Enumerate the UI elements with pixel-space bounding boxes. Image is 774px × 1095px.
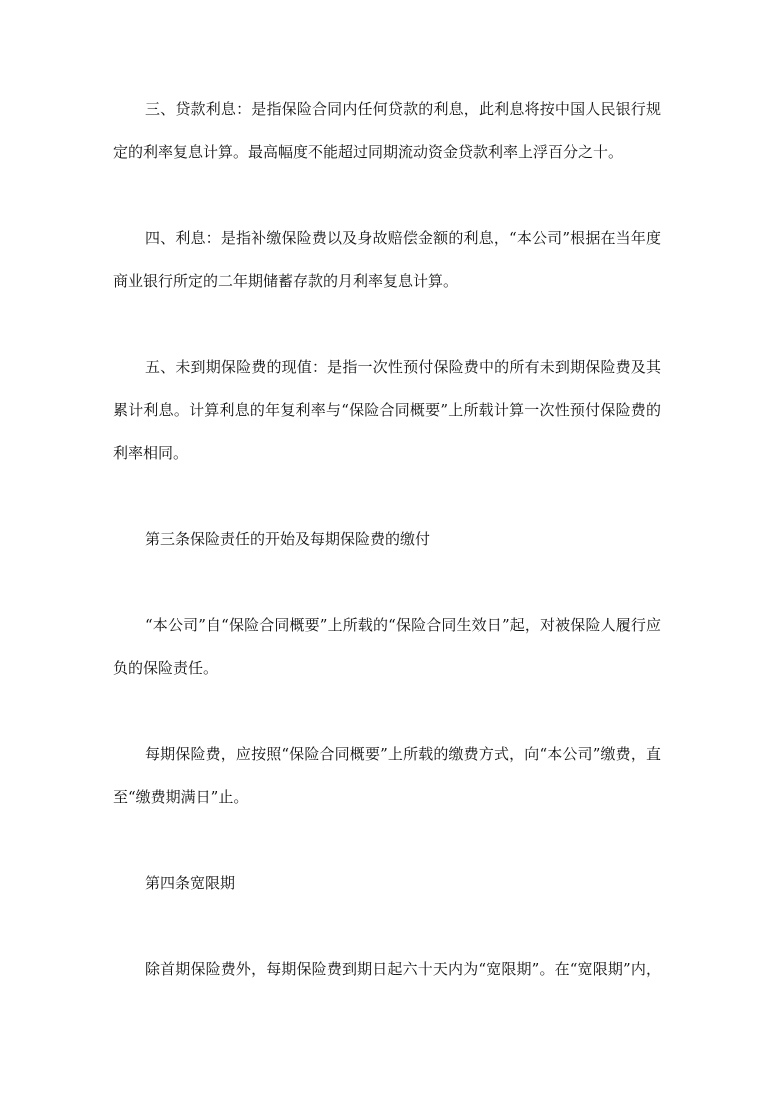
paragraph-loan-interest: [113, 88, 661, 174]
paragraph-interest: [113, 217, 661, 303]
text-line: 负的保险责任。: [113, 659, 219, 677]
text-line: 四、利息：是指补缴保险费以及身故赔偿金额的利息，“本公司”根据在当年度: [145, 229, 661, 247]
text-line: 除首期保险费外，每期保险费到期日起六十天内为“宽限期”。在“宽限期”内，: [145, 960, 661, 978]
paragraph-premium-payment: [113, 733, 661, 819]
text-line: 至“缴费期满日”止。: [113, 788, 249, 806]
text-line: 商业银行所定的二年期储蓄存款的月利率复息计算。: [113, 272, 459, 290]
heading-line: 第四条宽限期: [145, 874, 236, 892]
text-line: 三、贷款利息：是指保险合同内任何贷款的利息，此利息将按中国人民银行规: [145, 100, 661, 118]
document-body: [113, 88, 661, 991]
paragraph-coverage-start: [113, 604, 661, 690]
paragraph-grace-period: [113, 948, 661, 991]
heading-line: 第三条保险责任的开始及每期保险费的缴付: [145, 530, 431, 548]
text-line: 利率相同。: [113, 444, 189, 462]
section-heading-article-4: [113, 862, 661, 905]
text-line: 累计利息。计算利息的年复利率与“保险合同概要”上所载计算一次性预付保险费的: [113, 401, 661, 419]
text-line: “本公司”自“保险合同概要”上所载的“保险合同生效日”起，对被保险人履行应: [145, 616, 661, 634]
paragraph-unexpired-premium-value: [113, 346, 661, 475]
text-line: 定的利率复息计算。最高幅度不能超过同期流动资金贷款利率上浮百分之十。: [113, 143, 624, 161]
section-heading-article-3: [113, 518, 661, 561]
text-line: 每期保险费，应按照“保险合同概要”上所载的缴费方式，向“本公司”缴费，直: [145, 745, 661, 763]
text-line: 五、未到期保险费的现值：是指一次性预付保险费中的所有未到期保险费及其: [145, 358, 661, 376]
